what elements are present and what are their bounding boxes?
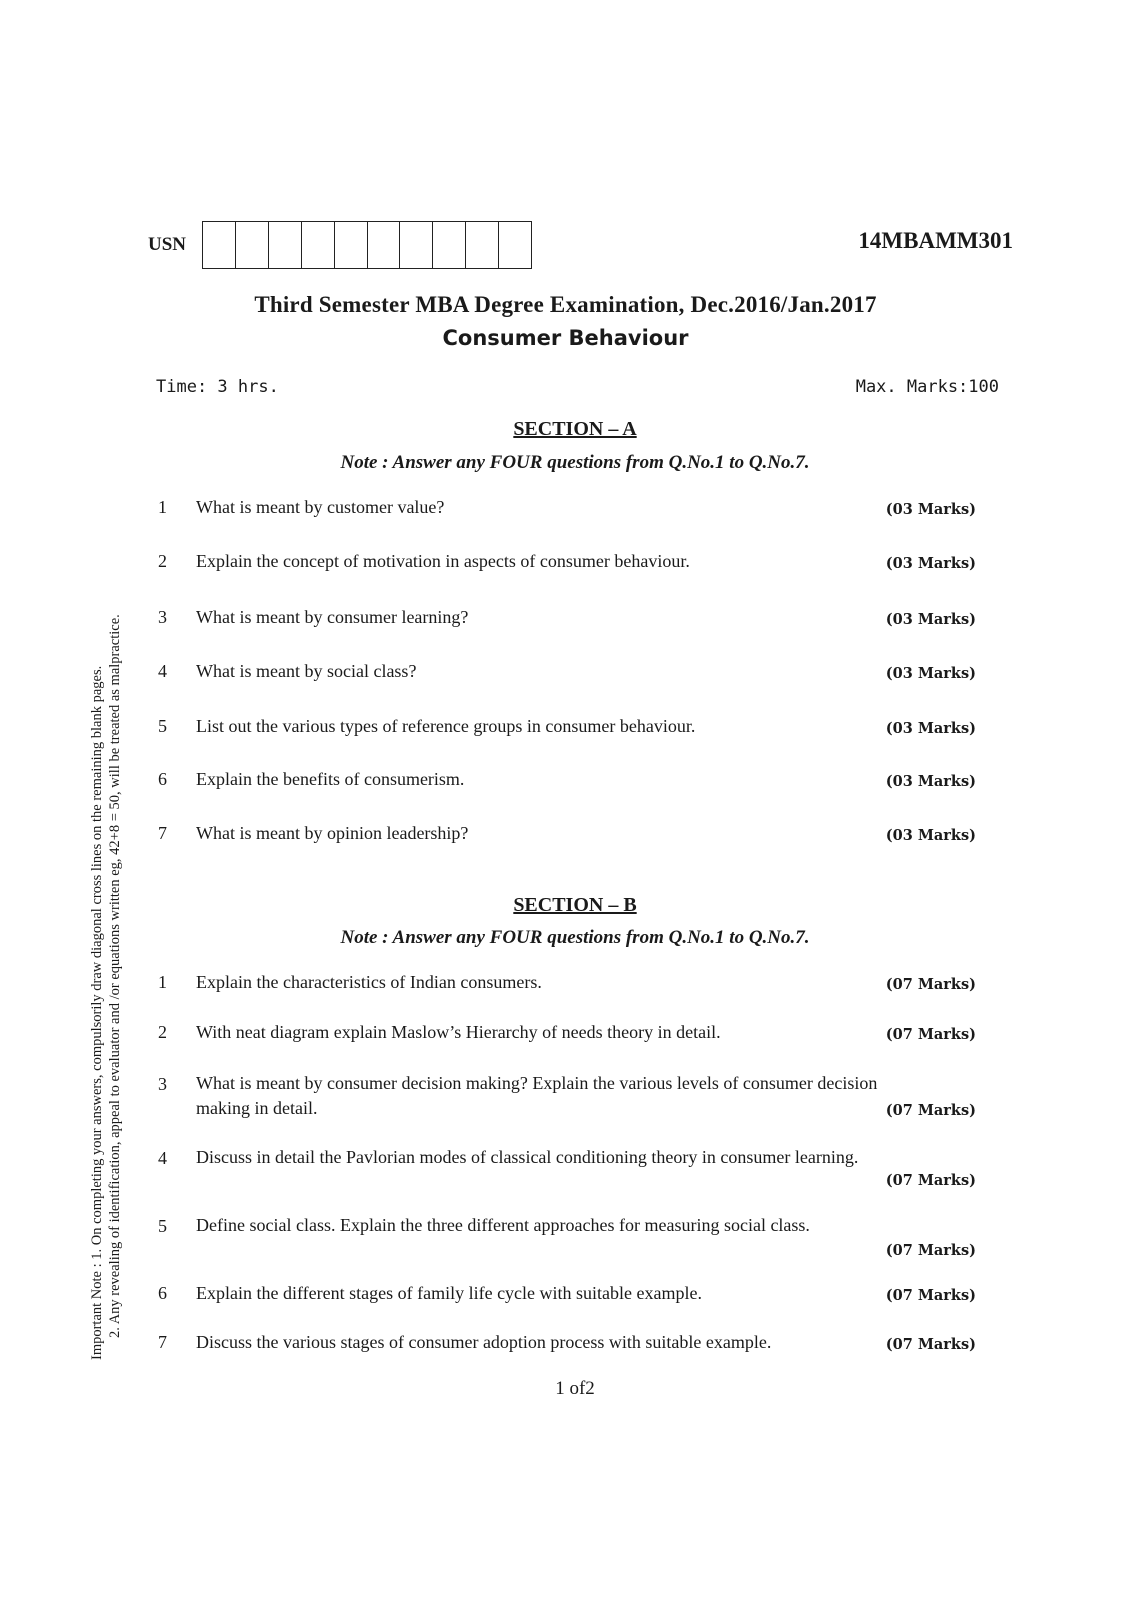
question-text: List out the various types of reference groups in consumer behaviour. bbox=[196, 716, 696, 736]
exam-title: Third Semester MBA Degree Examination, Dec.2016/Jan.2017 bbox=[254, 292, 877, 317]
question-number: 4 bbox=[158, 1148, 167, 1168]
usn-digit-box bbox=[400, 222, 433, 268]
side-note-line-1: Important Note : 1. On completing your answers, compulsorily draw diagonal cross lines on the remaining blank pages. bbox=[89, 665, 105, 1360]
usn-digit-box bbox=[335, 222, 368, 268]
question-text: What is meant by customer value? bbox=[196, 497, 445, 517]
usn-digit-box bbox=[203, 222, 236, 268]
question-marks: (07 Marks) bbox=[885, 1172, 976, 1189]
usn-digit-box bbox=[236, 222, 269, 268]
question-text: Explain the concept of motivation in aspects of consumer behaviour. bbox=[196, 551, 690, 571]
question-text: Discuss in detail the Pavlorian modes of classical conditioning theory in consumer learning. bbox=[196, 1147, 859, 1167]
usn-entry-boxes bbox=[202, 221, 532, 269]
max-marks: Max. Marks:100 bbox=[855, 377, 999, 397]
question-number: 5 bbox=[158, 1216, 167, 1236]
question-text: Explain the benefits of consumerism. bbox=[196, 769, 465, 789]
question-text: What is meant by opinion leadership? bbox=[196, 823, 469, 843]
section-a-heading: SECTION – A bbox=[513, 418, 637, 440]
question-text: With neat diagram explain Maslow’s Hierarchy of needs theory in detail. bbox=[196, 1022, 721, 1042]
question-number: 1 bbox=[158, 972, 167, 992]
question-marks: (03 Marks) bbox=[885, 827, 976, 844]
question-number: 7 bbox=[158, 1332, 167, 1352]
question-marks: (07 Marks) bbox=[885, 1026, 976, 1043]
question-number: 5 bbox=[158, 716, 167, 736]
question-number: 6 bbox=[158, 1283, 167, 1303]
question-text: Define social class. Explain the three different approaches for measuring social class. bbox=[196, 1215, 810, 1235]
usn-digit-box bbox=[368, 222, 401, 268]
usn-digit-box bbox=[269, 222, 302, 268]
paper-code: 14MBAMM301 bbox=[858, 228, 1013, 253]
section-b-note: Note : Answer any FOUR questions from Q.No.1 to Q.No.7. bbox=[340, 927, 810, 948]
question-text: What is meant by consumer decision making? Explain the various levels of consumer decision making in detail. bbox=[196, 1073, 878, 1118]
question-marks: (07 Marks) bbox=[885, 976, 976, 993]
section-b-heading: SECTION – B bbox=[513, 894, 637, 916]
question-text: What is meant by social class? bbox=[196, 661, 417, 681]
question-marks: (03 Marks) bbox=[885, 773, 976, 790]
page-number: 1 of2 bbox=[555, 1378, 595, 1399]
subject-title: Consumer Behaviour bbox=[442, 326, 689, 350]
important-side-note bbox=[88, 614, 124, 1360]
question-text: Explain the different stages of family life cycle with suitable example. bbox=[196, 1283, 702, 1303]
question-number: 4 bbox=[158, 661, 167, 681]
usn-label: USN bbox=[148, 234, 187, 255]
question-number: 6 bbox=[158, 769, 167, 789]
question-number: 7 bbox=[158, 823, 167, 843]
question-number: 3 bbox=[158, 607, 167, 627]
question-number: 2 bbox=[158, 1022, 167, 1042]
question-text: Discuss the various stages of consumer adoption process with suitable example. bbox=[196, 1332, 772, 1352]
question-marks: (03 Marks) bbox=[885, 555, 976, 572]
question-text: What is meant by consumer learning? bbox=[196, 607, 469, 627]
usn-digit-box bbox=[499, 222, 531, 268]
question-marks: (03 Marks) bbox=[885, 611, 976, 628]
question-number: 2 bbox=[158, 551, 167, 571]
side-note-line-2: 2. Any revealing of identification, appeal to evaluator and /or equations written eg, 42+8 = 50, will be treated as malpractice. bbox=[107, 614, 123, 1338]
question-marks: (03 Marks) bbox=[885, 720, 976, 737]
usn-digit-box bbox=[466, 222, 499, 268]
question-marks: (07 Marks) bbox=[885, 1287, 976, 1304]
exam-duration: Time: 3 hrs. bbox=[156, 377, 279, 397]
question-marks: (07 Marks) bbox=[885, 1336, 976, 1353]
question-number: 1 bbox=[158, 497, 167, 517]
question-marks: (07 Marks) bbox=[885, 1242, 976, 1259]
question-marks: (07 Marks) bbox=[885, 1102, 976, 1119]
usn-digit-box bbox=[433, 222, 466, 268]
question-marks: (03 Marks) bbox=[885, 665, 976, 682]
section-a-note: Note : Answer any FOUR questions from Q.No.1 to Q.No.7. bbox=[340, 452, 810, 473]
question-marks: (03 Marks) bbox=[885, 501, 976, 518]
question-text: Explain the characteristics of Indian consumers. bbox=[196, 972, 542, 992]
question-number: 3 bbox=[158, 1074, 167, 1094]
usn-digit-box bbox=[302, 222, 335, 268]
